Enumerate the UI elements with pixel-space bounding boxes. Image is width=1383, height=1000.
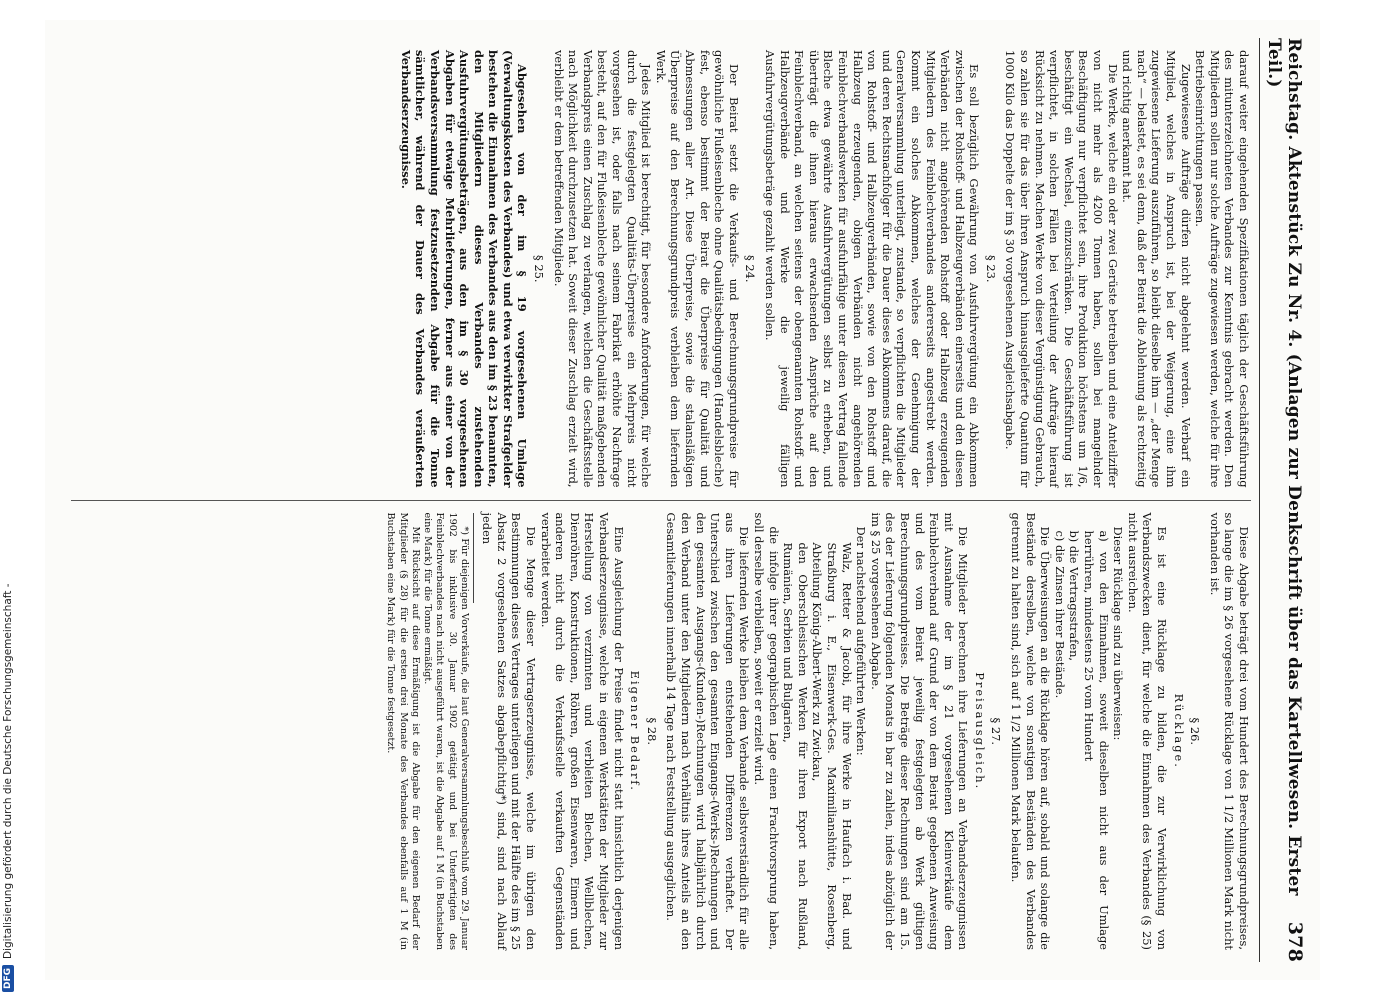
paragraph: die infolge ihrer geographischen Lage einen Frachtvorsprung haben, soll derselbe verbleiben, soweit er erzielt wird. — [752, 512, 781, 950]
footnote: Mit Rücksicht auf diese Ermäßigung ist die Abgabe für den eigenen Bedarf der Mitglieder (§ 28) für die ersten drei Monate des Verbandes ebenfalls auf 1 M (in Buchstaben eine Mark) für die Tonne festgesetzt. — [385, 512, 421, 950]
left-column — [71, 38, 1251, 500]
running-head — [1259, 38, 1306, 962]
digitization-credit — [2, 0, 14, 1000]
list-item: c) die Zinsen ihrer Bestände. — [1052, 530, 1067, 699]
page-title: Reichstag. Aktenstück Zu Nr. 4. (Anlagen zur Denkschrift über das Kartellwesen. Erster Teil.) — [1264, 38, 1304, 896]
section-heading: § 26. — [1188, 717, 1203, 745]
section-heading: § 23. — [983, 255, 998, 283]
scanned-page — [45, 20, 1320, 980]
section-title: Eigener Bedarf. — [628, 670, 643, 792]
paragraph: Abgesehen von der im § 19 vorgesehenen Umlage (Verwaltungskosten des Verbandes) und etwa verwirkter Strafgelder bestehen die Einnahmen des Verbandes aus den im § 23 benannten, den Mitgliedern dieses Verbandes zustehenden Ausfuhrvergütungsbeträgen, aus den im § 30 vorgesehenen Abgaben für etwaige Mehrlieferungen, ferner aus einer von der Verbandsversammlung festzusetzenden Abgabe für die Tonne sämtlicher, während der Dauer des Verbandes veräußerten Verbandserzeugnisse. — [398, 50, 530, 488]
paragraph: Dieser Rücklage sind zu überweisen: — [1111, 526, 1126, 741]
paragraph: Die Mitglieder berechnen ihre Lieferungen an Verbandserzeugnissen mit Ausnahme der im § 21 vorgesehenen Kleinverkäufe dem Feinblechverband auf Grund der von dem Beirat gegebenen Anweisung und des vom Beirat jeweilig festgelegten ab Werk gültigen Berechnungsgrundpreises. Die Beträge dieser Rechnungen sind am 15. des der Lieferung folgenden Monats in bar zu zahlen, indes abzüglich der im § 25 vorgesehenen Abgabe. — [868, 512, 971, 950]
list-item: Walz, Retter & Jacobi, für ihre Werke in Haufach i. Bad. und Straßburg i. E., Eisenwerk-Ges. Maximilianshütte, Rosenberg, Abteilung König-Albert-Werk zu Zwickau, — [810, 542, 854, 950]
footnote-divider — [473, 513, 474, 603]
right-column — [71, 500, 1251, 963]
list-item: den Oberschlesischen Werken für ihren Export nach Rußland, Rumänien, Serbien und Bulgarien, — [781, 542, 810, 950]
list-item: a) von den Einnahmen, soweit dieselben nicht aus der Umlage herrühren, mindestens 25 vom Hundert — [1082, 530, 1111, 950]
paragraph: Der Beirat setzt die Verkaufs- und Berechnungsgrundpreise für gewöhnliche Flußeisenbleche ohne Qualitätsbedingungen (Handelsbleche) fest, ebenso bestimmt der Beirat die Überpreise für Qualität und Abmessungen aller Art. Diese Überpreise, sowie die stalansläßigen Überpreise auf den Berechnungsgrundpreis verbleiben dem liefernden Werk. — [653, 50, 741, 488]
list-item: b) die Vertragsstrafen, — [1067, 530, 1082, 662]
section-heading: § 28. — [644, 717, 659, 745]
paragraph: Es ist eine Rücklage zu bilden, die zur Verwirklichung von Verbandszwecken dient, für welche die Einnahmen des Verbandes (§ 25) nicht ausreichen. — [1125, 512, 1170, 950]
credit-text: Digitalisierung gefördert durch die Deutsche Forschungsgemeinschaft - — [2, 583, 14, 959]
paragraph: Der nachstehend aufgeführten Werken: — [854, 526, 869, 756]
paragraph: Die Menge dieser Vertragserzeugnisse, welche im übrigen den Bestimmungen dieses Vertrages unterliegen und mit der Hälfte des im § 25 Absatz 2 vorgesehenen Satzes abgabepflichtig*) sind, sind nach Ablauf jeden — [480, 512, 539, 950]
section-heading: § 24. — [743, 255, 758, 283]
paragraph: Die Überweisungen an die Rücklage hören auf, sobald und solange die Bestände derselben, welche von sonstigen Beständen des Verbandes getrennt zu halten sind, sich auf 1 1/2 Millionen Mark belaufen. — [1009, 512, 1053, 950]
paragraph: Zugewiesene Aufträge dürfen nicht abgelehnt werden. Verbarf ein Mitglied, welches in Anspruch ist, bei der Weigerung, eine ihm zugewiesene Lieferung auszuführen, so bleibt dieselbe ihm — „der Menge nach“ — belastet, es sei denn, daß der Beirat die Ablehnung als rechtzeitig und richtig anerkannt hat. — [1120, 50, 1193, 488]
page-number: 378 — [1284, 921, 1306, 962]
section-heading: § 25. — [532, 255, 547, 283]
footnote: *) Für diejenigen Vorverkäufe, die laut Generalversammlungsbeschluß vom 29. Januar 1902 bis inklusive 30. Januar 1902 getätigt und bei Unterfertigten des Feinblechverbandes nach nicht ausgeführt waren, ist die Abgabe auf 1 M (in Buchstaben eine Mark) für die Tonne ermäßigt. — [422, 512, 470, 950]
section-title: Preisausgleich. — [972, 672, 987, 791]
paragraph: Eine Ausgleichung der Preise findet nicht statt hinsichtlich derjenigen Verbandserzeugnisse, welche in eigenen Werkstätten der Mitglieder zur Herstellung von verzinnten und verbleiten Blechen, Wellblechen, Dienröhren, Konstruktionen, Röhren, großen Eisenwaren, Eimern und anderen nicht durch die Verkaufsstelle verkauften Gegenständen verarbeitet werden. — [538, 512, 626, 950]
paragraph: Es soll bezüglich Gewährung von Ausfuhrvergütung ein Abkommen zwischen der Rohstoff- und Halbzeugverbänden einerseits und den diesen Verbänden nicht angehörenden Rohstoff oder Halbzeug erzeugenden Mitgliedern des Feinblechverbandes andererseits angestrebt werden. Kommt ein solches Abkommen, welches der Genehmigung der Generalversammlung unterliegt, zustande, so verpflichten die Mitglieder und deren Rechtsnachfolger für die Dauer dieses Abkommens darauf, die von Rohstoff- und Halbzeugverbänden, sowie von den Rohstoff und Halbzeug erzeugenden, obigen Verbänden nicht angehörenden Feinblechverbandswerken für ausfuhrfähige unter diesen Vertrag fallende Bleche etwa gewährte Ausfuhrvergütungen selbst zu erheben, und überträgt die ihnen hieraus erwachsenden Ansprüche auf den Feinblechverband, an welchen seitens der obengenannten Rohstoff- und Halbzeugverbände und Werke die jeweilig fälligen Ausfuhrvergütungsbeträge gezahlt werden sollen. — [763, 50, 982, 488]
paragraph: Jedes Mitglied ist berechtigt, für besondere Anforderungen, für welche durch die festgelegten Qualitäts-Überpreise ein Mehrpreis nicht vorgesehen ist, oder falls nach seinem Fabrikat erhöhte Nachfrage besteht, auf den für Flußeisenbleche gewöhnlicher Qualität maßgebenden Verbandspreis einen Zuschlag zu verlangen, welchen die Geschäftsstelle nach Möglichkeit durchzusetzen hat. Soweit dieser Zuschlag erzielt wird, verbleibt er dem betreffenden Mitgliede. — [551, 50, 654, 488]
section-title: Rücklage. — [1171, 693, 1186, 769]
paragraph: darauf weiter eingehenden Spezifikationen täglich der Geschäftsführung des mitunterzeichneten Verbandes zur Kenntnis gebracht werden. Den Mitgliedern sollen nur solche Aufträge zugewiesen werden, welche für ihre Betriebseinrichtungen passen. — [1193, 50, 1251, 488]
dfg-logo-icon: DFG — [2, 965, 14, 992]
paragraph: Die liefernden Werke bleiben dem Verbande selbstverständlich für alle aus ihren Lieferungen entstehenden Differenzen verhaftet. Der Unterschied zwischen den gesamten Eingangs-(Werks-)Rechnungen und den gesamten Ausgangs-(Kunden-)Rechnungen wird halbjährlich durch den Verband unter den Mitgliedern nach Verhältnis ihres Anteils an den Gesamtlieferungen innerhalb 14 Tage nach Feststellung ausgeglichen. — [664, 512, 752, 950]
text-columns — [71, 38, 1251, 962]
section-heading: § 27. — [989, 717, 1004, 745]
paragraph: Die Werke, welche ein oder zwei Gerüste betreiben und eine Anteilziffer von nicht mehr als 4200 Tonnen haben, sollen bei mangelnder Beschäftigung nur verpflichtet sein, ihre Produktion höchstens um 1/6, beschäftigt ein Wechsel, einzuschränken. Die Geschäftsführung ist verpflichtet, in solchen Fällen bei Verteilung der Aufträge hierauf Rücksicht zu nehmen. Machen Werke von dieser Vergünstigung Gebrauch, so zahlen sie für das über ihren Anspruch hinausgelieferte Quantum für 1000 Kilo das Doppelte der im § 30 vorgesehenen Ausgleichsabgabe. — [1003, 50, 1120, 488]
paragraph: Diese Abgabe beträgt drei vom Hundert des Berechnungsgrundpreises, so lange die im § 26 vorgesehene Rücklage von 1 1/2 Millionen Mark nicht vorhanden ist. — [1207, 512, 1251, 950]
